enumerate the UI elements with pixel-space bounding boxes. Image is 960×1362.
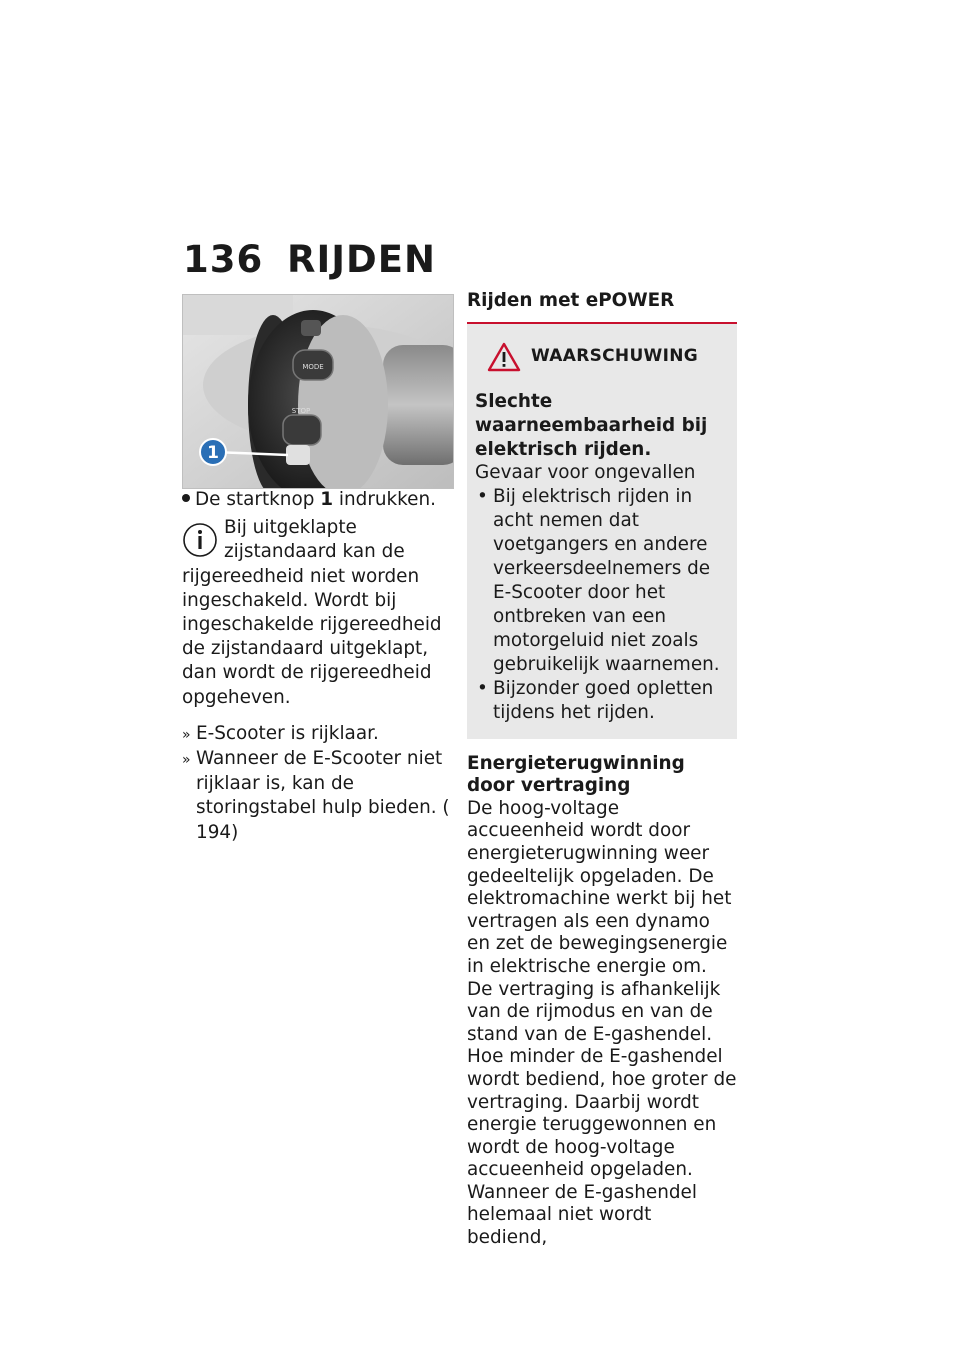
- info-note: [182, 516, 454, 710]
- warning-box: [467, 324, 737, 739]
- warning-item: • Bijzonder goed opletten tijdens het rijden.: [475, 677, 729, 725]
- step-text: De startknop: [195, 489, 321, 510]
- warning-triangle-icon: [487, 342, 521, 372]
- warning-header: [487, 342, 729, 372]
- warning-list: [475, 485, 729, 725]
- step-callout-ref: 1: [320, 489, 334, 510]
- mode-button-label: MODE: [302, 363, 324, 371]
- step-text-end: indrukken.: [333, 489, 436, 510]
- page-header: [183, 238, 436, 281]
- left-column: [182, 488, 454, 845]
- warning-item: • Bij elektrisch rijden in acht nemen dat voetgangers en andere verkeersdeelnemers de E-Scooter door het ontbreken van een motorgeluid niet zoals gebruikelijk waarnemen.: [475, 485, 729, 677]
- result-item: » E-Scooter is rijklaar.: [182, 722, 379, 744]
- result-item: » Wanneer de E-Scooter niet rijklaar is, kan de storingstabel hulp bieden. ( 194): [182, 748, 450, 843]
- chapter-title: RIJDEN: [287, 238, 436, 281]
- warning-label: WAARSCHUWING: [531, 346, 699, 367]
- subsection-title: Energieterugwinning door vertraging: [467, 752, 685, 797]
- info-text: Bij uitgeklapte zijstandaard kan de rijgereedheid niet worden ingeschakeld. Wordt bij ingeschakelde rijgereedheid de zijstandaard uitgeklapt, dan wordt de rijgereedheid opgeheven.: [182, 517, 442, 708]
- section-title: Rijden met ePOWER: [467, 290, 737, 324]
- bullet-dot: [182, 494, 190, 502]
- page-number: 136: [183, 238, 264, 281]
- paragraph-1: De hoog-voltage accueenheid wordt door energieterugwinning weer gedeeltelijk opgeladen. De elektromachine werkt bij het vertragen als een dynamo en zet de bewegingsenergie in elektrische energie om.: [467, 797, 732, 977]
- results-list: [182, 722, 454, 845]
- handlebar-switch-figure: [182, 294, 454, 489]
- right-column: [467, 290, 737, 1250]
- instruction-step: [182, 488, 454, 512]
- paragraph-2: De vertraging is afhankelijk van de rijmodus en van de stand van de E-gashendel. Hoe minder de E-gashendel wordt bediend, hoe groter de vertraging. Daarbij wordt energie teruggewonnen en wordt de hoog-voltage accueenheid opgeladen. Wanneer de E-gashendel helemaal niet wordt bediend,: [467, 978, 737, 1249]
- warning-subtitle: Gevaar voor ongevallen: [475, 461, 696, 483]
- callout-number: 1: [207, 443, 219, 463]
- warning-title: Slechte waarneembaarheid bij elektrisch rijden.: [475, 390, 708, 460]
- info-icon: [182, 522, 218, 558]
- stop-label: STOP: [291, 407, 311, 415]
